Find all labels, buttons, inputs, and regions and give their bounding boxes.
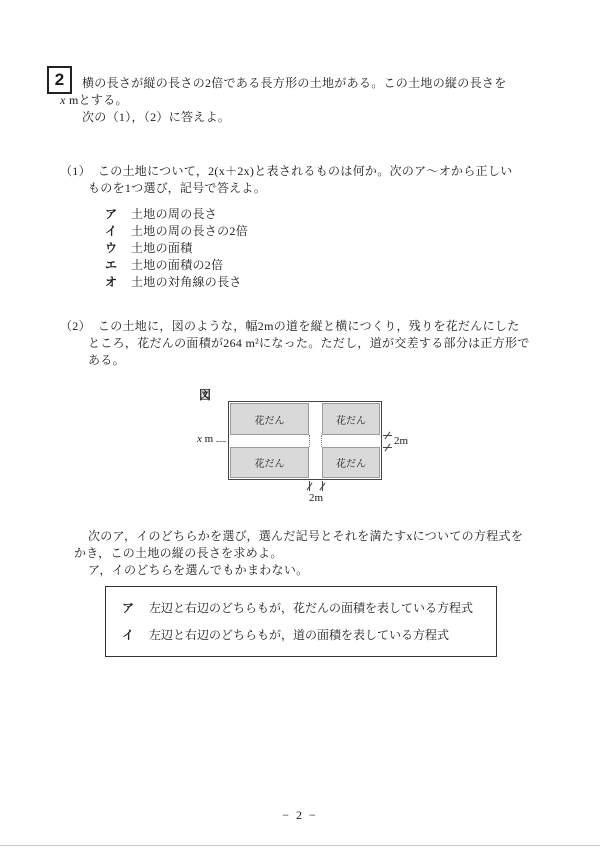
option-row-i [122, 626, 480, 643]
figure-right-label: 2m [394, 435, 409, 447]
choice-text-e: 土地の面積の2倍 [131, 258, 224, 272]
part2-after-line-2: かき，この土地の縦の長さを求めよ。 [74, 546, 283, 560]
variable-x: x [60, 93, 66, 107]
part2-line-1: この土地に，図のような，幅2mの道を縦と横につくり，残りを花だんにした [97, 319, 520, 333]
part2-after-line-3: ア，イのどちらを選んでもかまわない。 [88, 563, 309, 577]
choice-row-e [105, 258, 223, 273]
part1-heading [60, 164, 513, 179]
flower-bed-bottom-right [322, 447, 380, 478]
page-bottom-edge [0, 845, 600, 846]
intro-line-1: 横の長さが縦の長さの2倍である長方形の土地がある。この土地の縦の長さを [82, 76, 507, 90]
option-text-a: 左辺と右辺のどちらもが，花だんの面積を表している方程式 [149, 601, 474, 615]
choice-text-i: 土地の周の長さの2倍 [131, 224, 249, 238]
flower-bed-label: 花だん [254, 415, 285, 427]
choice-label-a: ア [105, 207, 118, 221]
flower-bed-label: 花だん [336, 459, 366, 470]
choice-label-e: エ [105, 258, 118, 272]
part2-line-3: ある。 [88, 353, 125, 367]
choice-row-u [105, 241, 193, 256]
choice-row-o [105, 275, 242, 290]
figure-bottom-label: 2m [308, 492, 324, 504]
part2-number: （2） [60, 319, 91, 333]
choice-text-o: 土地の対角線の長さ [131, 275, 242, 289]
choice-label-o: オ [105, 275, 118, 289]
figure-left-label [197, 433, 213, 445]
part1-number: （1） [60, 164, 91, 178]
page-number: − 2 − [282, 808, 318, 822]
choice-label-i: イ [105, 224, 118, 238]
flower-bed-label: 花だん [254, 459, 285, 470]
option-row-a [122, 599, 480, 616]
choice-text-a: 土地の周の長さ [131, 207, 218, 221]
option-label-i: イ [122, 628, 135, 642]
road-intersection-dotted [309, 435, 322, 447]
intro-line-2-rest: mとする。 [65, 93, 128, 107]
choice-row-i [105, 224, 248, 239]
flower-bed-top-right [322, 403, 380, 435]
intro-line-2 [60, 93, 128, 108]
option-label-a: ア [122, 601, 135, 615]
part1-line-2: ものを1つ選び，記号で答えよ。 [88, 181, 267, 195]
figure-caption: 図 [199, 388, 212, 402]
choice-label-u: ウ [105, 241, 118, 255]
part1-line-1: この土地について，2(x＋2x)と表されるものは何か。次のア〜オから正しい [97, 164, 513, 178]
options-box [105, 586, 497, 657]
part2-heading [60, 319, 520, 334]
part2-after-line-1: 次のア，イのどちらかを選び，選んだ記号とそれを満たすxについての方程式を [88, 529, 524, 543]
variable-x: x [197, 433, 202, 445]
intro-line-3: 次の（1），（2）に答えよ。 [82, 110, 231, 124]
choice-text-u: 土地の面積 [131, 241, 193, 255]
choice-row-a [105, 207, 217, 222]
figure-left-label-unit: m [201, 433, 214, 445]
part2-line-2: ところ，花だんの面積が264 m²になった。ただし，道が交差する部分は正方形で [88, 336, 530, 350]
flower-bed-top-left [230, 403, 309, 435]
flower-bed-bottom-left [230, 447, 309, 478]
left-dimension-dash [216, 441, 226, 442]
question-number: 2 [54, 70, 65, 89]
question-number-box [47, 66, 72, 94]
option-text-i: 左辺と右辺のどちらもが，道の面積を表している方程式 [149, 628, 450, 642]
flower-bed-label: 花だん [336, 415, 366, 427]
